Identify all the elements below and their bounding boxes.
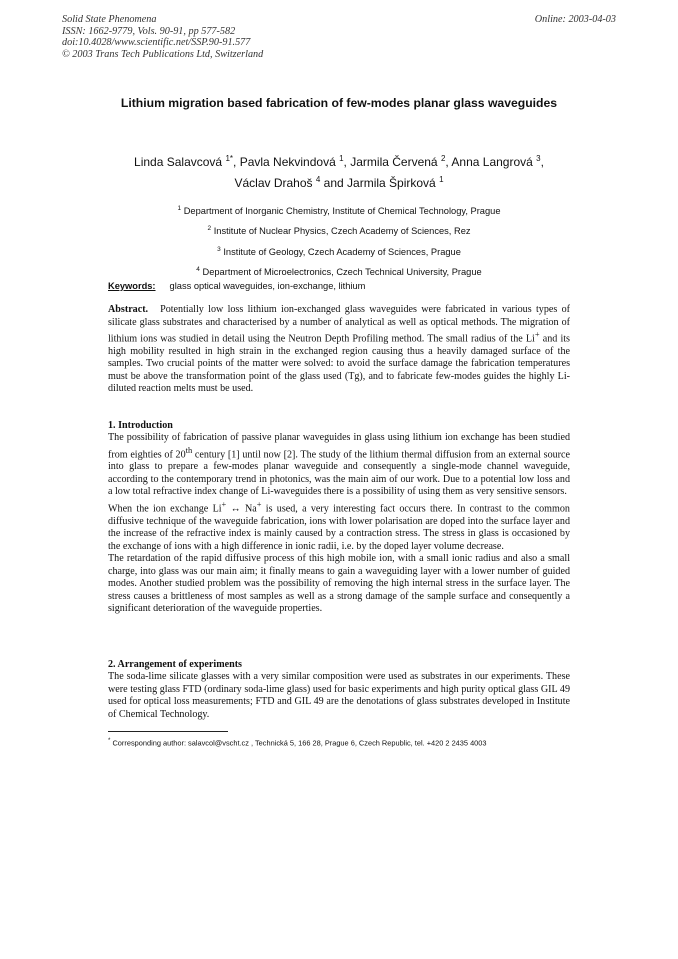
paragraph: The retardation of the rapid diffusive process of this high mobile ion, with a small ionic radius and also a small charge, into glass was our main aim; it finally means to gain a waveguiding layer with a lower number of guided modes. Another studied problem was the possibility of removing the high internal stress in the surface layer. The stress causes a brittleness of most samples as well as a strong damage of the sample surface and consequently a significant deterioration of the waveguide properties. [108,553,570,615]
issn-line: ISSN: 1662-9779, Vols. 90-91, pp 577-582 [62,25,236,37]
author-affil-mark: 4 [315,175,321,184]
paragraph: The soda-lime silicate glasses with a very similar composition were used as substrates in our experiments. These were testing glass FTD (ordinary soda-lime glass) used for basic experiments and high purity optical glass GIL 49 used for optical loss measurements; FTD and GIL 49 are the denotations of glass substrates developed in Institute of Chemical Technology. [108,671,570,720]
author-line-2: Václav Drahoš $^4$ and Jarmila Špirková $^1$ [234,175,444,190]
affiliation-list [100,200,578,281]
online-date: Online: 2003-04-03 [534,14,616,25]
keywords-text: glass optical waveguides, ion-exchange, lithium [169,281,366,291]
author-name: Jarmila Červená [350,155,438,169]
affiliation-item: $^4$ Department of Microelectronics, Czech Technical University, Prague [196,265,482,277]
doi-line: doi:10.4028/www.scientific.net/SSP.90-91.577 [62,37,251,48]
author-affil-mark: 2 [440,154,446,163]
footnote-divider [108,731,228,732]
author-name: Jarmila Špirková [347,176,436,190]
keywords-label: Keywords: [108,281,156,291]
author-line-1: Linda Salavcová $^{1*}$, Pavla Nekvindová $^1$, Jarmila Červená $^2$, Anna Langrová $^3$, [134,154,544,169]
author-affil-mark: 1 [439,175,444,184]
paragraph: When the ion exchange Li+ ↔ Na+ is used, a very interesting fact occurs there. In contrast to the common diffusive technique of the waveguide fabrication, ions with lower polarisation are doped into the surface layer and the increase of the refractive index is mainly caused by a contraction stress. The stress in glass is occasioned by the exchange of ions with a high difference in ionic radii, i.e. by the doped layer volume decrease. [108,499,570,552]
author-name: Pavla Nekvindová [239,155,336,169]
author-name: Anna Langrová [451,155,533,169]
arrangement-text [108,671,570,721]
footnote: * Corresponding author: salavcol@vscht.cz , Technická 5, 166 28, Prague 6, Czech Republic, tel. +420 2 2435 4003 [108,737,487,748]
affiliation-item: $^3$ Institute of Geology, Czech Academy of Sciences, Prague [217,245,461,257]
introduction-text [108,432,570,616]
abstract-label: Abstract. [108,304,149,315]
paragraph: The possibility of fabrication of passive planar waveguides in glass using lithium ion exchange has been studied from eighties of 20th century [1] until now [2]. The study of the lithium thermal diffusion from an external source into glass to prepare a few-modes planar waveguide and consequently a single-mode channel waveguide, according to the contemporary trend in photonics, was the main aim of our work. Due to a potential low loss and a low total refractive index change of Li-waveguides there is a possibility of using them as very sensitive sensors. [108,432,570,498]
abstract: Abstract. Potentially low loss lithium ion-exchanged glass waveguides were fabricated in various types of silicate glass substrates and characterised by a number of analytical as well as optical methods. The migration of lithium ions was studied in detail using the Neutron Depth Profiling method. The small radius of the Li+ and its high mobility resulted in high strain in the exchanged region causing thus a heavily damaged surface of the samples. Two crucial points of the matter were solved: to avoid the surface damage the fabrication temperatures must be above the transformation point of the glass used (Tg), and to fabricate few-modes guides the highly Li-diluted reaction melts must be used. [108,304,570,395]
section-heading-arrangement: 2. Arrangement of experiments [108,659,242,670]
author-name: Linda Salavcová [134,155,223,169]
author-affil-mark: 1* [225,154,233,163]
paper-title: Lithium migration based fabrication of few-modes planar glass waveguides [120,96,558,110]
author-name: Václav Drahoš [234,176,313,190]
journal-name: Solid State Phenomena [62,14,157,25]
copyright-line: © 2003 Trans Tech Publications Ltd, Switzerland [62,48,264,60]
author-affil-mark: 3 [536,154,541,163]
keywords [108,281,570,291]
affiliation-item: $^1$ Department of Inorganic Chemistry, Institute of Chemical Technology, Prague [177,205,501,217]
journal-header [62,14,263,60]
author-affil-mark: 1 [339,154,344,163]
affiliation-item: $^2$ Institute of Nuclear Physics, Czech Academy of Sciences, Rez [207,225,471,237]
author-list [88,150,590,192]
section-heading-introduction: 1. Introduction [108,420,173,431]
